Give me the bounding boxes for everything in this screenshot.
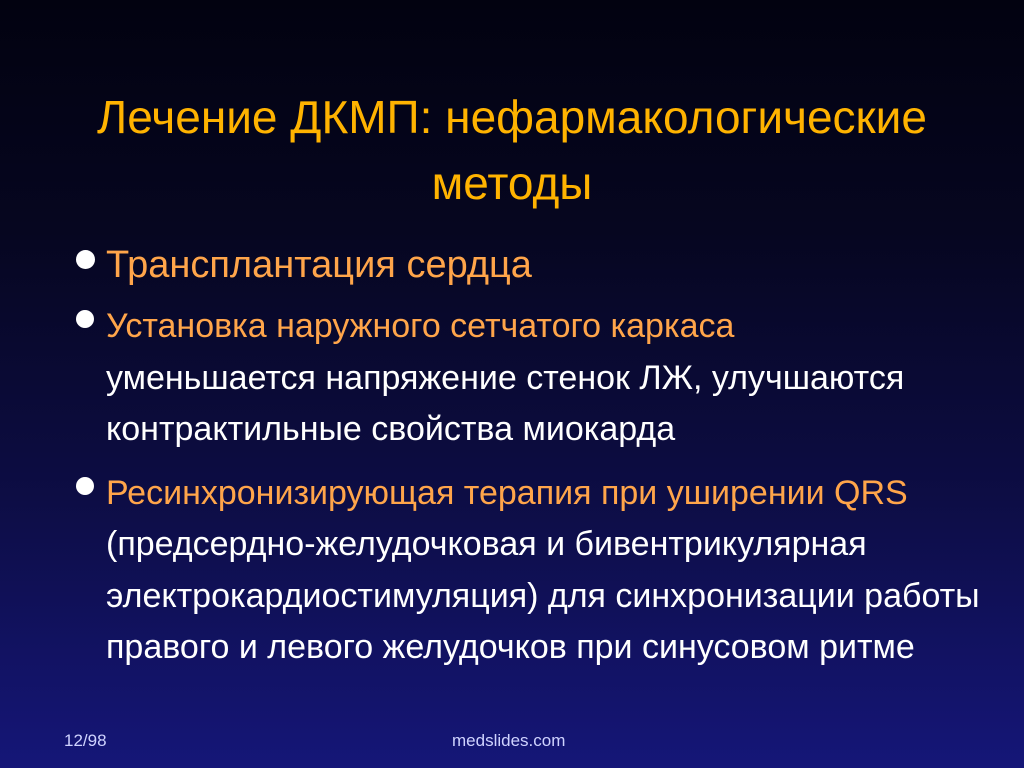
bullet-dot-icon — [76, 250, 95, 269]
bullet-item — [76, 468, 996, 674]
bullet-item — [76, 240, 996, 290]
bullet-dot-icon — [76, 310, 94, 328]
bullet-highlight: Установка наружного сетчатого каркаса — [106, 307, 735, 345]
bullet-highlight: Трансплантация сердца — [106, 244, 532, 286]
footer-site-link[interactable]: medslides.com — [452, 731, 566, 750]
bullet-dot-icon — [76, 477, 94, 495]
bullet-item — [76, 301, 996, 456]
bullet-list — [76, 240, 996, 686]
slide-title: Лечение ДКМП: нефармакологические методы — [97, 91, 927, 209]
slide-number: 12/98 — [64, 731, 107, 750]
bullet-text: уменьшается напряжение стенок ЛЖ, улучшаются контрактильные свойства миокарда — [106, 358, 905, 448]
bullet-highlight: Ресинхронизирующая терапия при уширении QRS — [106, 473, 908, 512]
bullet-text: (предсердно-желудочковая и бивентрикулярная электрокардиостимуляция) для синхронизации работы правого и левого желудочков при синусовом ритме — [106, 525, 980, 666]
